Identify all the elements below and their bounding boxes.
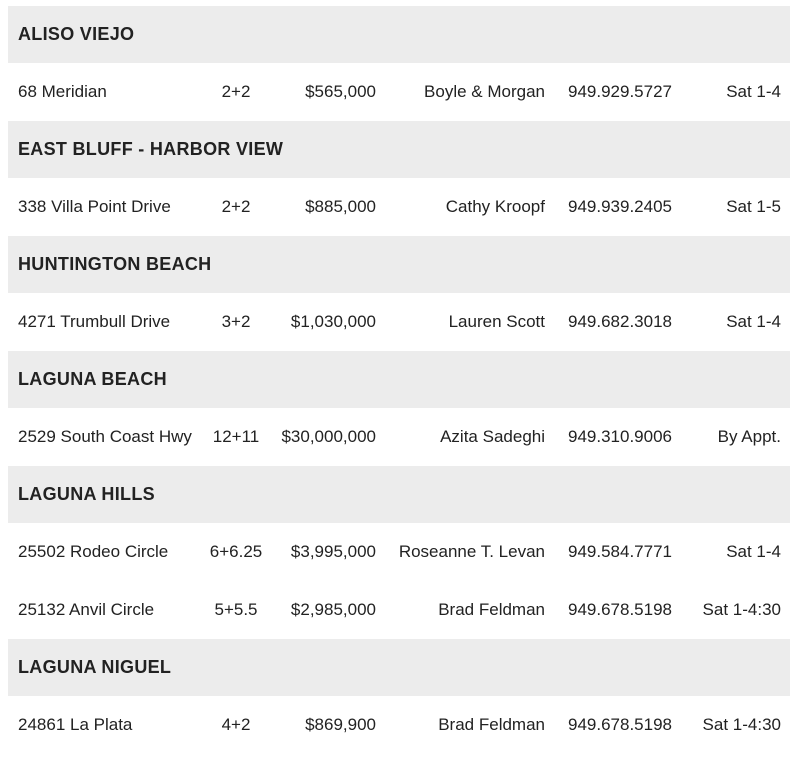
listing-price: $1,030,000 (290, 312, 376, 331)
listing-time: Sat 1-4:30 (702, 600, 781, 619)
listing-time: Sat 1-4 (726, 542, 781, 561)
city-header: HUNTINGTON BEACH (8, 236, 790, 293)
listing-beds-baths: 2+2 (221, 197, 251, 216)
city-header: LAGUNA BEACH (8, 351, 790, 408)
listing-row (8, 63, 790, 121)
listing-beds-baths: 3+2 (221, 312, 251, 331)
listing-beds-baths: 6+6.25 (209, 542, 263, 561)
listing-time: Sat 1-4 (726, 312, 781, 331)
listing-row (8, 696, 790, 754)
listing-agent: Roseanne T. Levan (398, 542, 545, 561)
listing-phone: 949.678.5198 (568, 600, 672, 619)
listing-agent: Brad Feldman (438, 715, 545, 734)
listing-time: Sat 1-4 (726, 82, 781, 101)
listing-row (8, 581, 790, 639)
listing-phone: 949.929.5727 (568, 82, 672, 101)
listing-beds-baths: 2+2 (221, 82, 251, 101)
listing-phone: 949.310.9006 (568, 427, 672, 446)
open-house-listings (8, 6, 790, 754)
listing-phone: 949.939.2405 (568, 197, 672, 216)
listing-time: Sat 1-5 (726, 197, 781, 216)
city-header: LAGUNA NIGUEL (8, 639, 790, 696)
listing-address: 25132 Anvil Circle (18, 600, 155, 619)
listing-address: 25502 Rodeo Circle (18, 542, 169, 561)
listing-price: $869,900 (305, 715, 376, 734)
listing-row (8, 523, 790, 581)
listing-price: $885,000 (305, 197, 376, 216)
listing-address: 24861 La Plata (18, 715, 133, 734)
listing-address: 4271 Trumbull Drive (18, 312, 171, 331)
listing-agent: Lauren Scott (448, 312, 545, 331)
city-header: ALISO VIEJO (8, 6, 790, 63)
listing-beds-baths: 4+2 (221, 715, 251, 734)
listing-address: 68 Meridian (18, 82, 107, 101)
listing-address: 338 Villa Point Drive (18, 197, 171, 216)
listing-time: Sat 1-4:30 (702, 715, 781, 734)
listing-agent: Azita Sadeghi (440, 427, 545, 446)
listing-address: 2529 South Coast Hwy (18, 427, 192, 446)
listing-agent: Boyle & Morgan (424, 82, 545, 101)
listing-agent: Brad Feldman (438, 600, 545, 619)
listing-price: $3,995,000 (290, 542, 376, 561)
listing-phone: 949.584.7771 (568, 542, 672, 561)
city-header: EAST BLUFF - HARBOR VIEW (8, 121, 790, 178)
listing-phone: 949.678.5198 (568, 715, 672, 734)
listing-agent: Cathy Kroopf (445, 197, 545, 216)
listing-row (8, 408, 790, 466)
listing-beds-baths: 5+5.5 (214, 600, 258, 619)
listing-price: $2,985,000 (290, 600, 376, 619)
listing-price: $565,000 (305, 82, 376, 101)
listing-time: By Appt. (717, 427, 781, 446)
listing-row (8, 178, 790, 236)
listing-row (8, 293, 790, 351)
listing-phone: 949.682.3018 (568, 312, 672, 331)
listing-beds-baths: 12+11 (212, 427, 260, 446)
city-header: LAGUNA HILLS (8, 466, 790, 523)
listing-price: $30,000,000 (281, 427, 376, 446)
